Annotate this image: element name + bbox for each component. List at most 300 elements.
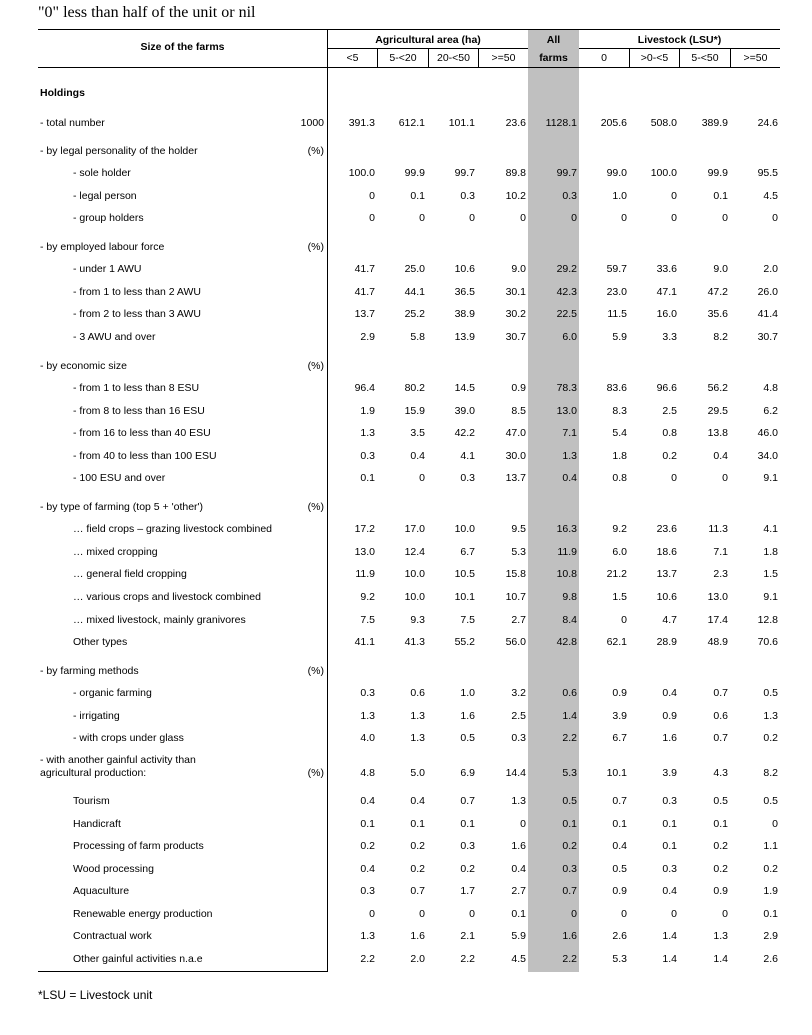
table-cell: 9.5 bbox=[511, 523, 526, 535]
table-cell: 1.3 bbox=[763, 710, 778, 722]
table-cell: 0.1 bbox=[713, 818, 728, 830]
table-row bbox=[0, 450, 812, 464]
table-cell: 80.2 bbox=[404, 382, 425, 394]
table-row bbox=[0, 523, 812, 537]
table-cell: 0 bbox=[621, 212, 627, 224]
table-row bbox=[0, 885, 812, 899]
table-cell: 5.4 bbox=[612, 427, 627, 439]
table-cell: 0 bbox=[722, 212, 728, 224]
table-cell: 1.6 bbox=[662, 732, 677, 744]
table-cell: 10.2 bbox=[505, 190, 526, 202]
row-label: - sole holder bbox=[73, 167, 131, 179]
table-cell: 2.7 bbox=[511, 614, 526, 626]
all-farms-cell: 16.3 bbox=[556, 523, 577, 535]
table-cell: 30.7 bbox=[505, 331, 526, 343]
row-unit: (%) bbox=[307, 501, 324, 513]
table-cell: 2.2 bbox=[460, 953, 475, 965]
table-cell: 0.3 bbox=[460, 472, 475, 484]
table-cell: 0.4 bbox=[662, 885, 677, 897]
row-label: - with crops under glass bbox=[73, 732, 184, 744]
table-row bbox=[0, 568, 812, 582]
all-farms-cell: 78.3 bbox=[556, 382, 577, 394]
table-cell: 0.2 bbox=[713, 840, 728, 852]
table-cell: 0.4 bbox=[612, 840, 627, 852]
all-farms-cell: 0.7 bbox=[562, 885, 577, 897]
table-cell: 4.1 bbox=[763, 523, 778, 535]
table-row bbox=[0, 167, 812, 181]
row-unit: (%) bbox=[307, 145, 324, 157]
table-cell: 205.6 bbox=[600, 117, 627, 129]
table-cell: 389.9 bbox=[701, 117, 728, 129]
all-farms-cell: 7.1 bbox=[562, 427, 577, 439]
table-cell: 0 bbox=[369, 212, 375, 224]
table-cell: 5.9 bbox=[511, 930, 526, 942]
table-cell: 0.3 bbox=[460, 840, 475, 852]
table-cell: 391.3 bbox=[348, 117, 375, 129]
table-cell: 0.5 bbox=[612, 863, 627, 875]
row-unit: (%) bbox=[307, 241, 324, 253]
table-cell: 2.3 bbox=[713, 568, 728, 580]
table-row bbox=[0, 117, 812, 131]
row-unit: (%) bbox=[307, 767, 324, 779]
livestock-sub-header: 5-<50 bbox=[691, 52, 719, 64]
table-cell: 11.5 bbox=[607, 308, 627, 320]
table-cell: 59.7 bbox=[606, 263, 627, 275]
table-cell: 47.2 bbox=[707, 286, 728, 298]
table-row bbox=[0, 405, 812, 419]
table-row bbox=[0, 87, 812, 101]
table-cell: 8.2 bbox=[713, 331, 728, 343]
row-label: Aquaculture bbox=[73, 885, 130, 897]
table-cell: 30.2 bbox=[505, 308, 526, 320]
table-cell: 1.5 bbox=[612, 591, 627, 603]
all-farms-cell: 6.0 bbox=[562, 331, 577, 343]
table-cell: 70.6 bbox=[757, 636, 778, 648]
table-cell: 99.9 bbox=[404, 167, 425, 179]
table-cell: 10.1 bbox=[454, 591, 475, 603]
table-row bbox=[0, 908, 812, 922]
table-cell: 12.4 bbox=[404, 546, 425, 558]
table-cell: 0 bbox=[621, 908, 627, 920]
row-label: … various crops and livestock combined bbox=[73, 591, 261, 603]
table-cell: 14.5 bbox=[454, 382, 475, 394]
all-farms-header-line2: farms bbox=[539, 52, 568, 64]
row-label: - from 2 to less than 3 AWU bbox=[73, 308, 201, 320]
table-cell: 47.1 bbox=[656, 286, 677, 298]
table-cell: 9.0 bbox=[713, 263, 728, 275]
table-cell: 0.7 bbox=[460, 795, 475, 807]
table-cell: 11.9 bbox=[355, 568, 375, 580]
table-cell: 4.8 bbox=[763, 382, 778, 394]
table-cell: 96.6 bbox=[656, 382, 677, 394]
all-farms-cell: 42.3 bbox=[556, 286, 577, 298]
table-row bbox=[0, 930, 812, 944]
row-label: Contractual work bbox=[73, 930, 152, 942]
table-cell: 1.1 bbox=[763, 840, 778, 852]
table-cell: 1.3 bbox=[360, 427, 375, 439]
livestock-sub-header: >0-<5 bbox=[640, 52, 669, 64]
row-label: … field crops – grazing livestock combined bbox=[73, 523, 273, 535]
table-cell: 10.1 bbox=[606, 767, 627, 779]
table-cell: 0.8 bbox=[612, 472, 627, 484]
row-label: - from 1 to less than 8 ESU bbox=[73, 382, 200, 394]
all-farms-cell: 0.2 bbox=[562, 840, 577, 852]
size-of-farms-header: Size of the farms bbox=[140, 41, 225, 53]
table-cell: 2.5 bbox=[511, 710, 526, 722]
table-row bbox=[0, 818, 812, 832]
table-cell: 2.5 bbox=[662, 405, 677, 417]
table-cell: 16.0 bbox=[656, 308, 677, 320]
all-farms-cell: 11.9 bbox=[557, 546, 577, 558]
table-cell: 0.7 bbox=[612, 795, 627, 807]
table-cell: 10.6 bbox=[656, 591, 677, 603]
table-row bbox=[0, 665, 812, 679]
table-cell: 0 bbox=[772, 818, 778, 830]
row-label: - group holders bbox=[73, 212, 144, 224]
table-row bbox=[0, 953, 812, 967]
table-row bbox=[0, 472, 812, 486]
table-cell: 41.7 bbox=[354, 286, 375, 298]
table-cell: 0.1 bbox=[360, 472, 375, 484]
table-cell: 0.1 bbox=[410, 190, 425, 202]
agri-sub-header: 20-<50 bbox=[437, 52, 470, 64]
table-cell: 24.6 bbox=[757, 117, 778, 129]
all-farms-cell: 1.4 bbox=[562, 710, 577, 722]
row-label: Processing of farm products bbox=[73, 840, 204, 852]
table-cell: 34.0 bbox=[757, 450, 778, 462]
table-cell: 0 bbox=[520, 818, 526, 830]
table-cell: 62.1 bbox=[606, 636, 627, 648]
table-cell: 1.4 bbox=[662, 953, 677, 965]
table-cell: 0.7 bbox=[713, 732, 728, 744]
row-label: - by legal personality of the holder bbox=[40, 145, 198, 157]
table-cell: 0.4 bbox=[713, 450, 728, 462]
table-cell: 0.1 bbox=[662, 840, 677, 852]
table-cell: 1.6 bbox=[511, 840, 526, 852]
table-row bbox=[0, 863, 812, 877]
table-cell: 44.1 bbox=[404, 286, 425, 298]
table-cell: 0 bbox=[419, 908, 425, 920]
row-label: … mixed cropping bbox=[73, 546, 158, 558]
table-cell: 17.4 bbox=[707, 614, 728, 626]
table-cell: 0.1 bbox=[612, 818, 627, 830]
table-cell: 4.8 bbox=[360, 767, 375, 779]
table-cell: 6.9 bbox=[460, 767, 475, 779]
table-cell: 1.5 bbox=[763, 568, 778, 580]
table-cell: 3.3 bbox=[662, 331, 677, 343]
table-cell: 0 bbox=[671, 908, 677, 920]
table-row bbox=[0, 241, 812, 255]
table-cell: 612.1 bbox=[398, 117, 425, 129]
table-cell: 7.1 bbox=[713, 546, 728, 558]
table-cell: 508.0 bbox=[650, 117, 677, 129]
table-cell: 13.8 bbox=[707, 427, 728, 439]
table-cell: 9.3 bbox=[410, 614, 425, 626]
row-label: - by economic size bbox=[40, 360, 127, 372]
table-cell: 7.5 bbox=[360, 614, 375, 626]
row-label: Wood processing bbox=[73, 863, 154, 875]
row-label: Other gainful activities n.a.e bbox=[73, 953, 203, 965]
table-cell: 1.8 bbox=[612, 450, 627, 462]
all-farms-cell: 99.7 bbox=[556, 167, 577, 179]
table-cell: 89.8 bbox=[505, 167, 526, 179]
all-farms-cell: 0 bbox=[571, 212, 577, 224]
table-cell: 13.7 bbox=[656, 568, 677, 580]
row-label: - 100 ESU and over bbox=[73, 472, 166, 484]
agri-sub-header: >=50 bbox=[491, 52, 516, 64]
table-cell: 0 bbox=[671, 190, 677, 202]
all-farms-cell: 0.5 bbox=[562, 795, 577, 807]
all-farms-cell: 0.4 bbox=[562, 472, 577, 484]
row-unit: (%) bbox=[307, 665, 324, 677]
table-cell: 0.2 bbox=[662, 450, 677, 462]
table-cell: 0.5 bbox=[763, 795, 778, 807]
table-cell: 6.2 bbox=[763, 405, 778, 417]
table-cell: 13.0 bbox=[354, 546, 375, 558]
all-farms-cell: 1.6 bbox=[562, 930, 577, 942]
table-cell: 0.3 bbox=[360, 885, 375, 897]
table-cell: 9.2 bbox=[612, 523, 627, 535]
table-cell: 18.6 bbox=[656, 546, 677, 558]
row-unit: (%) bbox=[307, 360, 324, 372]
table-cell: 10.0 bbox=[454, 523, 475, 535]
table-cell: 48.9 bbox=[707, 636, 728, 648]
table-cell: 0 bbox=[419, 212, 425, 224]
table-cell: 4.7 bbox=[662, 614, 677, 626]
table-cell: 9.2 bbox=[360, 591, 375, 603]
table-cell: 29.5 bbox=[707, 405, 728, 417]
table-cell: 0 bbox=[469, 908, 475, 920]
table-row bbox=[0, 331, 812, 345]
table-cell: 4.1 bbox=[460, 450, 475, 462]
table-cell: 0.5 bbox=[460, 732, 475, 744]
table-cell: 2.9 bbox=[763, 930, 778, 942]
table-cell: 0.3 bbox=[511, 732, 526, 744]
table-cell: 0.2 bbox=[410, 840, 425, 852]
table-cell: 26.0 bbox=[757, 286, 778, 298]
table-cell: 36.5 bbox=[454, 286, 475, 298]
table-cell: 0.2 bbox=[460, 863, 475, 875]
table-cell: 100.0 bbox=[348, 167, 375, 179]
row-label: - under 1 AWU bbox=[73, 263, 142, 275]
table-cell: 0.4 bbox=[360, 795, 375, 807]
table-cell: 25.2 bbox=[404, 308, 425, 320]
row-label: - from 16 to less than 40 ESU bbox=[73, 427, 211, 439]
table-cell: 0 bbox=[419, 472, 425, 484]
table-cell: 10.0 bbox=[404, 568, 425, 580]
table-cell: 0.3 bbox=[662, 795, 677, 807]
table-cell: 9.1 bbox=[763, 472, 778, 484]
table-cell: 95.5 bbox=[757, 167, 778, 179]
table-cell: 6.7 bbox=[612, 732, 627, 744]
row-label: - by farming methods bbox=[40, 665, 139, 677]
row-label: - from 1 to less than 2 AWU bbox=[73, 286, 201, 298]
table-cell: 8.5 bbox=[511, 405, 526, 417]
table-cell: 2.2 bbox=[360, 953, 375, 965]
table-cell: 0.2 bbox=[763, 863, 778, 875]
table-cell: 1.3 bbox=[410, 732, 425, 744]
table-cell: 15.9 bbox=[404, 405, 425, 417]
table-cell: 30.0 bbox=[505, 450, 526, 462]
row-label: Renewable energy production bbox=[73, 908, 213, 920]
table-cell: 99.9 bbox=[707, 167, 728, 179]
table-cell: 0 bbox=[671, 212, 677, 224]
table-cell: 0.5 bbox=[763, 687, 778, 699]
table-cell: 3.9 bbox=[662, 767, 677, 779]
agri-sub-header: 5-<20 bbox=[389, 52, 417, 64]
table-cell: 1.9 bbox=[763, 885, 778, 897]
table-cell: 0.7 bbox=[713, 687, 728, 699]
row-label: - from 8 to less than 16 ESU bbox=[73, 405, 205, 417]
table-cell: 10.5 bbox=[454, 568, 475, 580]
table-cell: 35.6 bbox=[707, 308, 728, 320]
livestock-sub-header: >=50 bbox=[743, 52, 768, 64]
row-label: - 3 AWU and over bbox=[73, 331, 156, 343]
table-cell: 0 bbox=[621, 614, 627, 626]
table-row bbox=[0, 145, 812, 159]
table-cell: 0.9 bbox=[662, 710, 677, 722]
table-cell: 83.6 bbox=[606, 382, 627, 394]
row-label: - by employed labour force bbox=[40, 241, 165, 253]
row-label: - organic farming bbox=[73, 687, 152, 699]
table-cell: 41.7 bbox=[354, 263, 375, 275]
table-cell: 55.2 bbox=[454, 636, 475, 648]
table-cell: 21.2 bbox=[606, 568, 627, 580]
table-cell: 7.5 bbox=[460, 614, 475, 626]
table-cell: 0 bbox=[722, 908, 728, 920]
table-cell: 1.3 bbox=[511, 795, 526, 807]
all-farms-cell: 42.8 bbox=[556, 636, 577, 648]
table-cell: 8.3 bbox=[612, 405, 627, 417]
table-cell: 0.1 bbox=[410, 818, 425, 830]
table-cell: 3.9 bbox=[612, 710, 627, 722]
table-cell: 0.7 bbox=[410, 885, 425, 897]
table-cell: 2.7 bbox=[511, 885, 526, 897]
table-cell: 1.6 bbox=[460, 710, 475, 722]
table-cell: 2.6 bbox=[612, 930, 627, 942]
table-cell: 96.4 bbox=[354, 382, 375, 394]
table-cell: 0 bbox=[369, 908, 375, 920]
row-label: Holdings bbox=[40, 87, 85, 99]
table-cell: 2.0 bbox=[410, 953, 425, 965]
table-row bbox=[0, 308, 812, 322]
table-row bbox=[0, 427, 812, 441]
table-cell: 0.3 bbox=[460, 190, 475, 202]
table-cell: 0.3 bbox=[360, 450, 375, 462]
all-farms-cell: 9.8 bbox=[562, 591, 577, 603]
table-cell: 10.0 bbox=[404, 591, 425, 603]
row-label: Handicraft bbox=[73, 818, 121, 830]
table-cell: 13.7 bbox=[354, 308, 375, 320]
table-cell: 0.8 bbox=[662, 427, 677, 439]
table-row bbox=[0, 636, 812, 650]
table-cell: 1.3 bbox=[713, 930, 728, 942]
table-cell: 0.2 bbox=[763, 732, 778, 744]
row-label: - legal person bbox=[73, 190, 137, 202]
table-row bbox=[0, 360, 812, 374]
table-cell: 9.0 bbox=[511, 263, 526, 275]
table-cell: 30.7 bbox=[757, 331, 778, 343]
table-cell: 5.3 bbox=[612, 953, 627, 965]
table-row bbox=[0, 263, 812, 277]
table-cell: 30.1 bbox=[505, 286, 526, 298]
table-cell: 28.9 bbox=[656, 636, 677, 648]
all-farms-cell: 1.3 bbox=[562, 450, 577, 462]
table-cell: 3.5 bbox=[410, 427, 425, 439]
table-cell: 4.5 bbox=[763, 190, 778, 202]
table-row bbox=[0, 382, 812, 396]
row-label: - total number bbox=[40, 117, 105, 129]
table-cell: 0.9 bbox=[511, 382, 526, 394]
all-farms-cell: 1128.1 bbox=[545, 117, 577, 129]
agri-sub-header: <5 bbox=[346, 52, 359, 64]
table-cell: 4.0 bbox=[360, 732, 375, 744]
all-farms-cell: 5.3 bbox=[562, 767, 577, 779]
all-farms-cell: 0 bbox=[571, 908, 577, 920]
table-cell: 1.3 bbox=[410, 710, 425, 722]
table-cell: 0.9 bbox=[612, 687, 627, 699]
table-row bbox=[0, 710, 812, 724]
row-label: Other types bbox=[73, 636, 128, 648]
table-cell: 0.6 bbox=[713, 710, 728, 722]
table-cell: 33.6 bbox=[656, 263, 677, 275]
table-cell: 0.2 bbox=[713, 863, 728, 875]
table-cell: 0.3 bbox=[360, 687, 375, 699]
table-cell: 38.9 bbox=[454, 308, 475, 320]
table-cell: 0.4 bbox=[360, 863, 375, 875]
table-cell: 0.5 bbox=[713, 795, 728, 807]
row-label: - irrigating bbox=[73, 710, 120, 722]
table-row bbox=[0, 614, 812, 628]
table-cell: 17.0 bbox=[404, 523, 425, 535]
table-cell: 0.6 bbox=[410, 687, 425, 699]
table-cell: 0.1 bbox=[662, 818, 677, 830]
table-cell: 25.0 bbox=[404, 263, 425, 275]
livestock-header: Livestock (LSU*) bbox=[637, 34, 722, 46]
table-cell: 41.4 bbox=[757, 308, 778, 320]
all-farms-header-line1: All bbox=[546, 34, 561, 46]
all-farms-cell: 0.3 bbox=[562, 863, 577, 875]
table-cell: 0.4 bbox=[511, 863, 526, 875]
row-label: - by type of farming (top 5 + 'other') bbox=[40, 501, 204, 513]
all-farms-cell: 0.6 bbox=[562, 687, 577, 699]
all-farms-cell: 13.0 bbox=[556, 405, 577, 417]
table-cell: 1.7 bbox=[460, 885, 475, 897]
row-label: - with another gainful activity than agricultural production: bbox=[40, 754, 196, 779]
table-cell: 0.9 bbox=[612, 885, 627, 897]
table-cell: 13.9 bbox=[454, 331, 475, 343]
all-farms-cell: 22.5 bbox=[556, 308, 577, 320]
table-cell: 13.7 bbox=[505, 472, 526, 484]
table-cell: 12.8 bbox=[757, 614, 778, 626]
table-cell: 41.3 bbox=[404, 636, 425, 648]
table-cell: 0.9 bbox=[713, 885, 728, 897]
table-cell: 6.7 bbox=[460, 546, 475, 558]
table-cell: 1.0 bbox=[612, 190, 627, 202]
table-cell: 10.7 bbox=[505, 591, 526, 603]
table-cell: 41.1 bbox=[354, 636, 375, 648]
table-cell: 14.4 bbox=[505, 767, 526, 779]
table-cell: 0.4 bbox=[410, 450, 425, 462]
table-cell: 0.2 bbox=[360, 840, 375, 852]
table-cell: 15.8 bbox=[505, 568, 526, 580]
table-cell: 0 bbox=[671, 472, 677, 484]
table-cell: 1.4 bbox=[713, 953, 728, 965]
table-cell: 0.4 bbox=[662, 687, 677, 699]
table-cell: 1.3 bbox=[360, 930, 375, 942]
all-farms-cell: 0.1 bbox=[562, 818, 577, 830]
table-row bbox=[0, 286, 812, 300]
